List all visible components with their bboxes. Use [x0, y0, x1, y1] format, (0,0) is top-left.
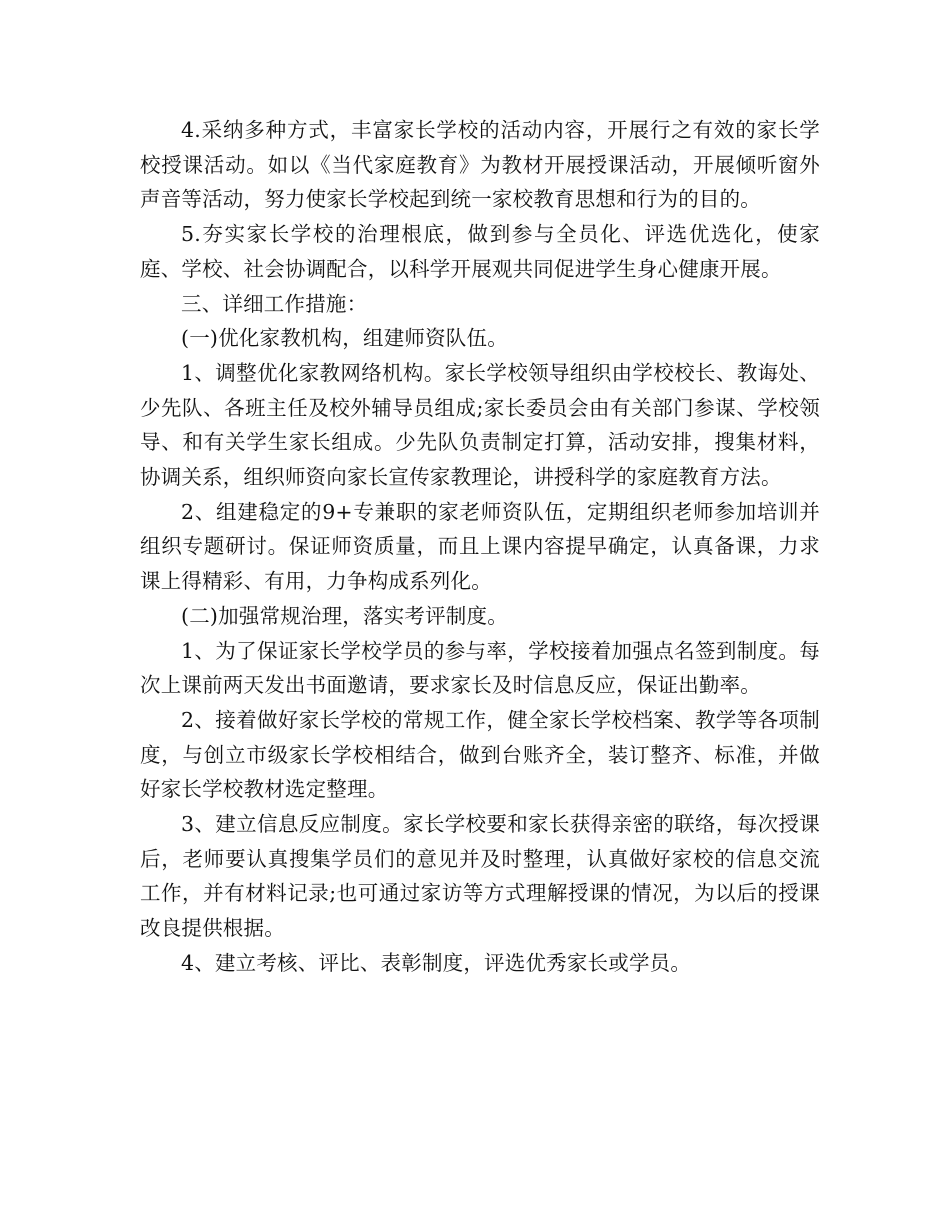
- subheading-optimize-organization: (一)优化家教机构，组建师资队伍。: [181, 326, 508, 351]
- paragraph-feedback-system: 3、建立信息反应制度。家长学校要和家长获得亲密的联络，每次授课后，老师要认真搜集学员们的意见并及时整理，认真做好家校的信息交流工作，并有材料记录;也可通过家访等方式理解授课的情况，为以后的授课改良提供根据。: [140, 812, 820, 941]
- paragraph-attendance: 1、为了保证家长学校学员的参与率，学校接着加强点名签到制度。每次上课前两天发出书面邀请，要求家长及时信息反应，保证出勤率。: [140, 638, 820, 698]
- subheading-routine-management: (二)加强常规治理，落实考评制度。: [181, 603, 508, 628]
- paragraph-evaluation-system: 4、建立考核、评比、表彰制度，评选优秀家长或学员。: [181, 950, 692, 975]
- paragraph-routine-work: 2、接着做好家长学校的常规工作，健全家长学校档案、教学等各项制度，与创立市级家长学校相结合，做到台账齐全，装订整齐、标准，并做好家长学校教材选定整理。: [140, 707, 820, 802]
- paragraph-adjust-network: 1、调整优化家教网络机构。家长学校领导组织由学校校长、教诲处、少先队、各班主任及校外辅导员组成;家长委员会由有关部门参谋、学校领导、和有关学生家长组成。少先队负责制定打算，活动安排，搜集材料，协调关系，组织师资向家长宣传家教理论，讲授科学的家庭教育方法。: [140, 360, 820, 490]
- document-body: [140, 113, 820, 981]
- section-heading-work-measures: 三、详细工作措施：: [181, 291, 368, 316]
- paragraph-parent-school-activities: 4.采纳多种方式，丰富家长学校的活动内容，开展行之有效的家长学校授课活动。如以《当代家庭教育》为教材开展授课活动，开展倾听窗外声音等活动，努力使家长学校起到统一家校教育思想和行为的目的。: [140, 118, 820, 212]
- paragraph-school-governance: 5.夯实家长学校的治理根底，做到参与全员化、评选优选化，使家庭、学校、社会协调配合，以科学开展观共同促进学生身心健康开展。: [140, 222, 820, 281]
- paragraph-teacher-team: 2、组建稳定的9+专兼职的家老师资队伍，定期组织老师参加培训并组织专题研讨。保证师资质量，而且上课内容提早确定，认真备课，力求课上得精彩、有用，力争构成系列化。: [140, 499, 820, 594]
